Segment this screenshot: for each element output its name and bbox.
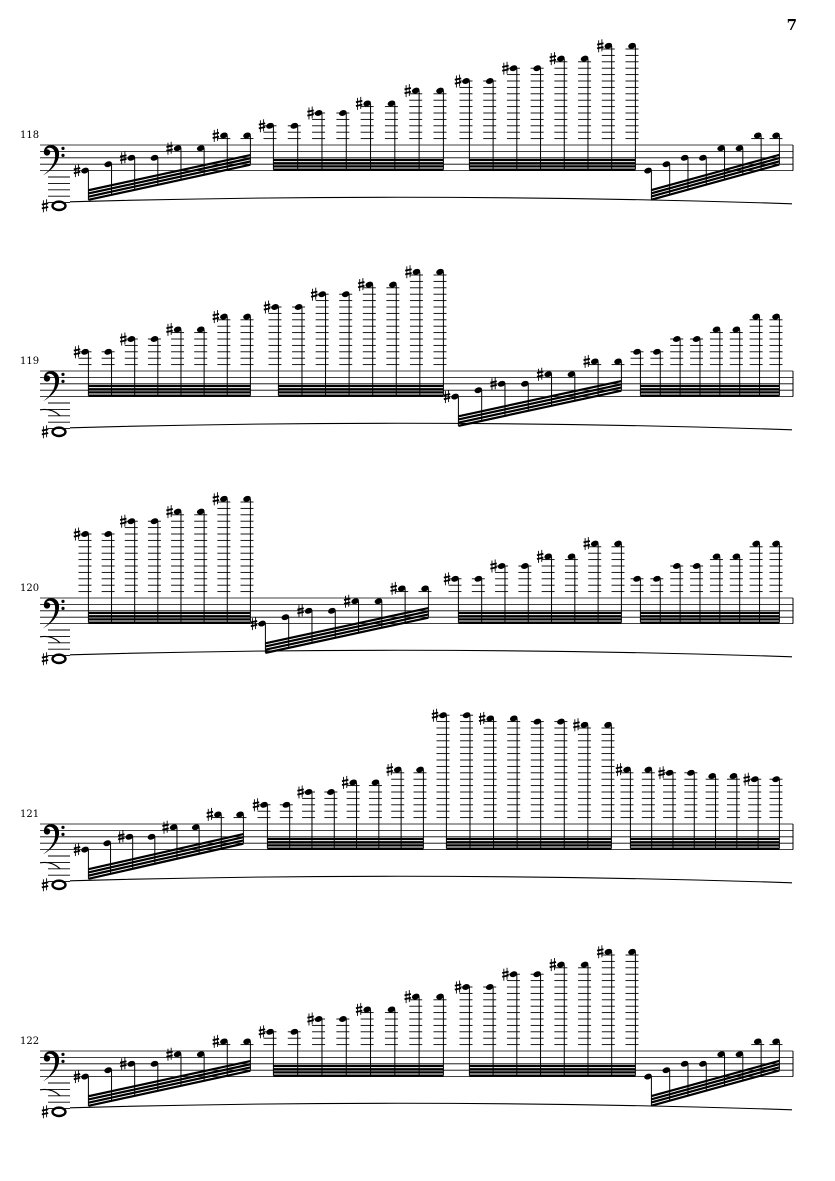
- beam: [458, 384, 621, 419]
- beam: [458, 391, 621, 426]
- sharp-accidental: [550, 52, 556, 65]
- measure-number: 118: [20, 130, 40, 141]
- beam: [88, 161, 250, 196]
- sharp-accidental: [584, 537, 590, 550]
- sharp-accidental: [537, 550, 543, 563]
- page-number: 7: [786, 16, 797, 34]
- beam: [265, 611, 428, 646]
- beam: [651, 164, 779, 199]
- bass-clef: [61, 600, 64, 603]
- tie: [70, 876, 792, 883]
- beam: [651, 158, 779, 193]
- sharp-accidental: [213, 1035, 219, 1048]
- tie-continuation: [40, 636, 60, 642]
- sharp-accidental: [213, 129, 219, 142]
- tie: [70, 1103, 792, 1110]
- beam: [651, 1070, 779, 1105]
- sharp-accidental: [358, 278, 364, 291]
- sharp-accidental: [356, 97, 362, 110]
- beam: [88, 840, 243, 875]
- beam: [88, 1061, 250, 1096]
- measure-number: 120: [20, 583, 40, 594]
- measure-number: 121: [20, 809, 40, 820]
- sharp-accidental: [42, 425, 48, 438]
- beam: [651, 1064, 779, 1099]
- beam: [651, 1061, 779, 1096]
- bass-clef: [61, 607, 64, 610]
- sharp-accidental: [597, 39, 603, 52]
- bass-clef: [44, 828, 50, 834]
- beam: [88, 158, 250, 193]
- beam: [88, 1071, 250, 1106]
- sharp-accidental: [42, 1105, 48, 1118]
- bass-clef: [44, 1055, 50, 1061]
- sharp-accidental: [344, 595, 350, 608]
- beam: [458, 387, 621, 422]
- beam: [265, 614, 428, 649]
- tie: [70, 197, 792, 204]
- sharp-accidental: [42, 652, 48, 665]
- sharp-accidental: [166, 505, 172, 518]
- sharp-accidental: [573, 718, 579, 731]
- beam: [88, 844, 243, 879]
- bass-clef: [61, 1060, 64, 1063]
- sharp-accidental: [387, 763, 393, 776]
- bass-clef: [61, 373, 64, 376]
- bass-clef: [61, 380, 64, 383]
- sharp-accidental: [166, 142, 172, 155]
- tie-continuation: [40, 862, 60, 868]
- measure-number: 119: [20, 356, 40, 367]
- bass-clef: [44, 149, 50, 155]
- measure-number: 122: [20, 1036, 40, 1047]
- tie: [70, 423, 792, 430]
- sharp-accidental: [405, 990, 411, 1003]
- sharp-accidental: [342, 776, 348, 789]
- sharp-accidental: [166, 1048, 172, 1061]
- sharp-accidental: [166, 323, 172, 336]
- beam: [651, 1067, 779, 1102]
- bass-clef: [61, 1053, 64, 1056]
- sharp-accidental: [405, 84, 411, 97]
- sharp-accidental: [405, 265, 411, 278]
- bass-clef: [44, 375, 50, 381]
- tie-continuation: [40, 1089, 60, 1095]
- bass-clef: [61, 833, 64, 836]
- sharp-accidental: [584, 355, 590, 368]
- beam: [458, 381, 621, 416]
- sharp-accidental: [42, 199, 48, 212]
- sharp-accidental: [207, 808, 213, 821]
- beam: [88, 837, 243, 872]
- beam: [88, 834, 243, 869]
- beam: [651, 155, 779, 190]
- bass-clef: [61, 154, 64, 157]
- sharp-accidental: [356, 1003, 362, 1016]
- bass-clef: [61, 147, 64, 150]
- beam: [651, 161, 779, 196]
- beam: [88, 165, 250, 200]
- sharp-accidental: [550, 958, 556, 971]
- sharp-accidental: [42, 878, 48, 891]
- beam: [88, 1064, 250, 1099]
- beam: [265, 608, 428, 643]
- tie: [70, 650, 792, 657]
- sharp-accidental: [537, 368, 543, 381]
- sharp-accidental: [391, 582, 397, 595]
- bass-clef: [61, 826, 64, 829]
- beam: [265, 618, 428, 653]
- sharp-accidental: [213, 492, 219, 505]
- sharp-accidental: [162, 821, 168, 834]
- beam: [88, 1067, 250, 1102]
- tie-continuation: [40, 409, 60, 415]
- beam: [88, 155, 250, 190]
- sharp-accidental: [479, 712, 485, 725]
- bass-clef: [44, 602, 50, 608]
- sharp-accidental: [597, 945, 603, 958]
- sharp-accidental: [616, 763, 622, 776]
- sharp-accidental: [213, 310, 219, 323]
